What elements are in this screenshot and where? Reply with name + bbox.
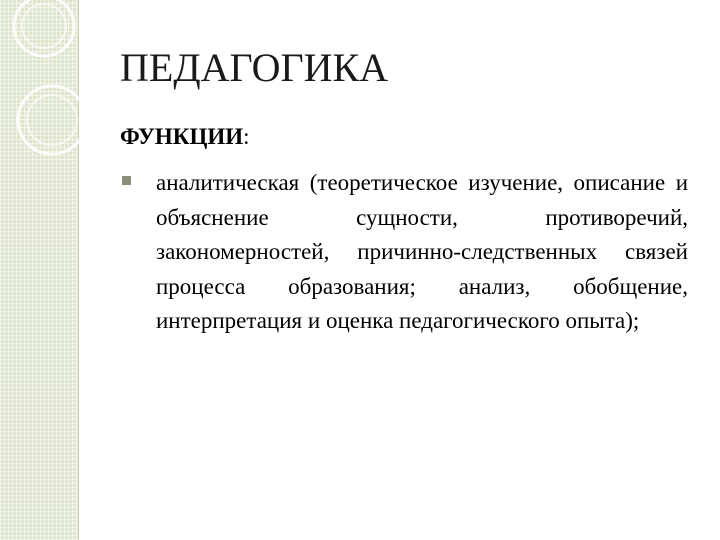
bullet-item (120, 166, 700, 339)
bullet-list (120, 166, 700, 339)
decorative-rings-icon (0, 0, 80, 200)
slide-subtitle (120, 124, 250, 150)
bullet-text: аналитическая (теоретическое изучение, описание и объяснение сущности, противоречий, закономерностей, причинно-следственных связей процесса образования; анализ, обобщение, интерпретация и оценка педагогического опыта); (156, 170, 688, 333)
subtitle-suffix: : (243, 124, 250, 149)
subtitle-label: ФУНКЦИИ (120, 124, 244, 149)
square-bullet-icon (122, 176, 131, 185)
slide-title: ПЕДАГОГИКА (120, 45, 389, 90)
